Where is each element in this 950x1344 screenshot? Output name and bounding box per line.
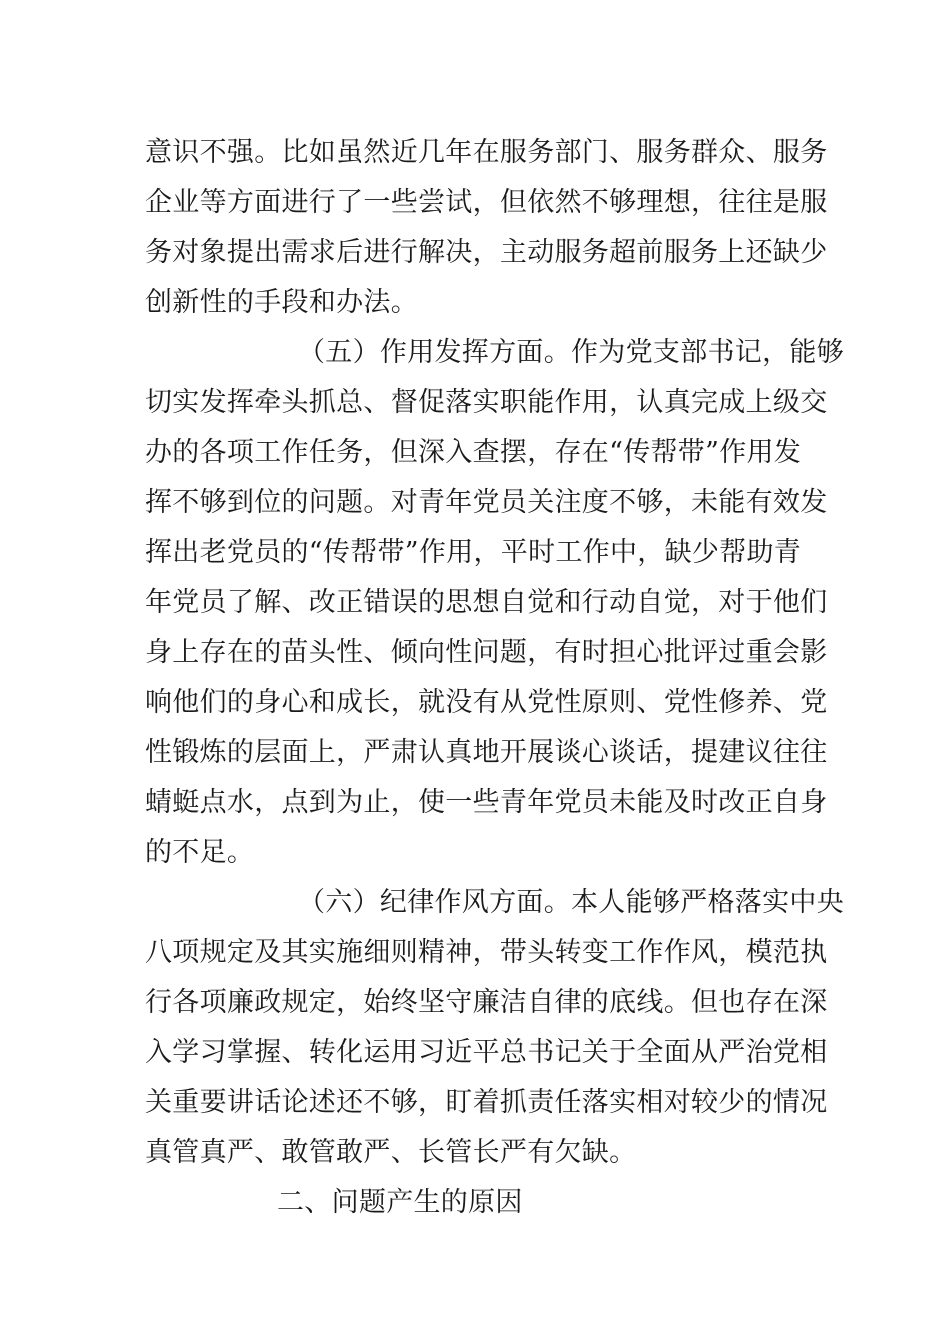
text-line: 年党员了解、改正错误的思想自觉和行动自觉，对于他们 <box>145 587 828 618</box>
text-line: 办的各项工作任务，但深入查摆，存在“传帮带”作用发 <box>145 437 802 468</box>
text-line: 蜻蜓点水，点到为止，使一些青年党员未能及时改正自身 <box>145 787 828 818</box>
chapter-heading: 二、问题产生的原因 <box>277 1187 523 1218</box>
text-line: 真管真严、敢管敢严、长管长严有欠缺。 <box>145 1137 637 1168</box>
text-line: 务对象提出需求后进行解决，主动服务超前服务上还缺少 <box>145 237 828 268</box>
section-heading-six: （六）纪律作风方面。本人能够严格落实中央 <box>298 887 844 918</box>
text-line: 挥不够到位的问题。对青年党员关注度不够，未能有效发 <box>145 487 828 518</box>
text-line: 创新性的手段和办法。 <box>145 287 418 318</box>
text-line: 关重要讲话论述还不够，盯着抓责任落实相对较少的情况 <box>145 1087 828 1118</box>
text-line: 意识不强。比如虽然近几年在服务部门、服务群众、服务 <box>145 137 828 168</box>
text-line: 的不足。 <box>145 837 255 868</box>
text-line: 挥出老党员的“传帮带”作用，平时工作中，缺少帮助青 <box>145 537 802 568</box>
text-line: 八项规定及其实施细则精神，带头转变工作作风，模范执 <box>145 937 828 968</box>
text-line: 响他们的身心和成长，就没有从党性原则、党性修养、党 <box>145 687 828 718</box>
text-line: 身上存在的苗头性、倾向性问题，有时担心批评过重会影 <box>145 637 828 668</box>
text-line: 入学习掌握、转化运用习近平总书记关于全面从严治党相 <box>145 1037 828 1068</box>
section-heading-five: （五）作用发挥方面。作为党支部书记，能够 <box>298 337 844 368</box>
text-line: 行各项廉政规定，始终坚守廉洁自律的底线。但也存在深 <box>145 987 828 1018</box>
text-line: 切实发挥牵头抓总、督促落实职能作用，认真完成上级交 <box>145 387 828 418</box>
text-line: 性锻炼的层面上，严肃认真地开展谈心谈话，提建议往往 <box>145 737 828 768</box>
text-line: 企业等方面进行了一些尝试，但依然不够理想，往往是服 <box>145 187 828 218</box>
